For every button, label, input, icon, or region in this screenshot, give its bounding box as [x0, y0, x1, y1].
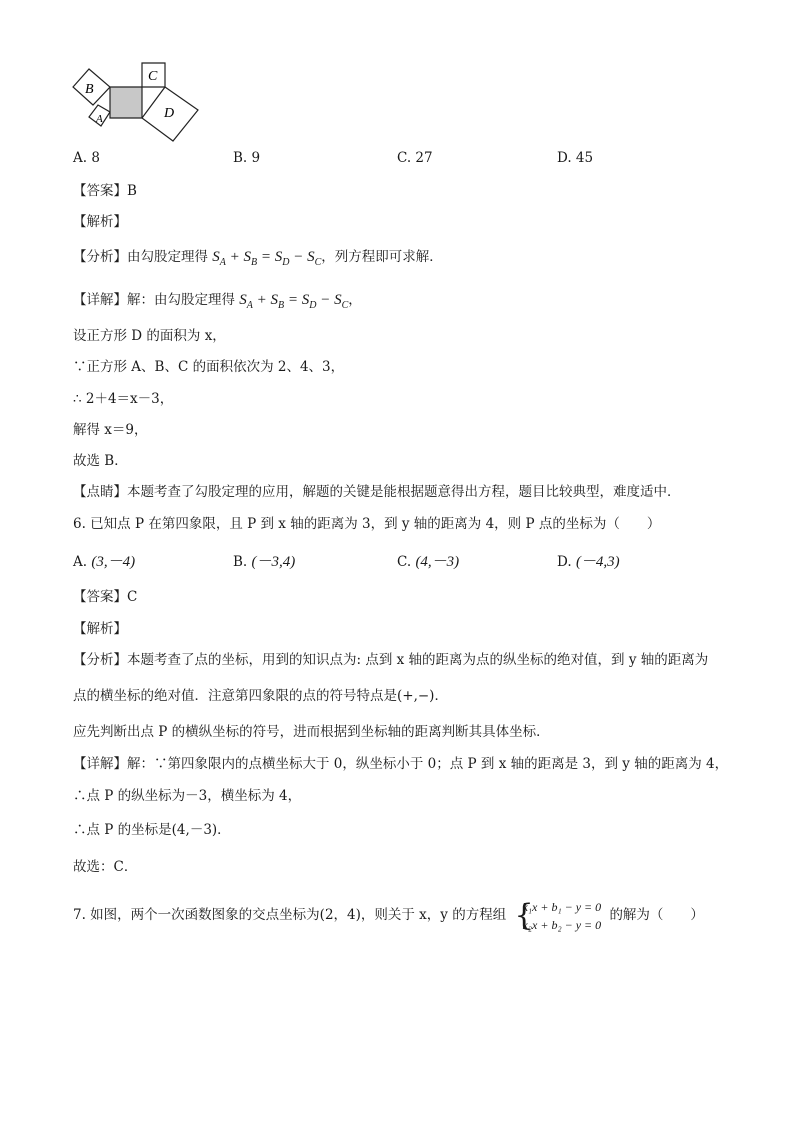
- q6-option-a: A. (3,－4): [73, 554, 136, 570]
- q6-line3: 应先判断出点 P 的横纵坐标的符号，进而根据到坐标轴的距离判断其具体坐标．: [73, 724, 550, 740]
- q6-step2: ∴点 P 的坐标是(4,－3)．: [73, 822, 231, 838]
- label-b: B: [85, 82, 94, 97]
- equation-system: [515, 898, 602, 934]
- q6-fenxi-line1: 【分析】本题考查了点的坐标，用到的知识点为: 点到 x 轴的距离为点的纵坐标的绝对值，到 y 轴的距离为: [73, 652, 709, 668]
- q7-stem: 7. 如图，两个一次函数图象的交点坐标为(2，4)，则关于 x，y 的方程组 { k₁x + b₁ − y = 0 k₂x + b₂ − y = 0 的解为（ ）: [73, 896, 704, 934]
- label-d: D: [164, 106, 175, 121]
- q5-xiangjie: 【详解】解：由勾股定理得 $S_A + S_B = S_D - S_C$，: [73, 292, 362, 311]
- q5-fenxi: 【分析】由勾股定理得 $S_A + S_B = S_D - S_C$，列方程即可求解．: [73, 249, 443, 268]
- q6-option-c: C. (4,－3): [397, 554, 460, 570]
- label-a: A: [96, 113, 103, 125]
- pythagoras-figure: [68, 58, 203, 148]
- q5-option-d: D. 45: [557, 150, 594, 166]
- formula-pythagoras: $S_A + S_B = S_D - S_C$: [212, 249, 322, 268]
- q6-answer: 【答案】C: [73, 589, 138, 605]
- q5-jiexi: 【解析】: [73, 214, 127, 230]
- q5-option-b: B. 9: [233, 150, 261, 166]
- q6-fenxi-line2: 点的横坐标的绝对值．注意第四象限的点的符号特点是(+,−)．: [73, 688, 448, 704]
- label-c: C: [148, 69, 158, 84]
- q6-option-b: B. (－3,4): [233, 554, 296, 570]
- q5-dianjing: 【点睛】本题考查了勾股定理的应用，解题的关键是能根据题意得出方程，题目比较典型，难度适中．: [73, 484, 681, 500]
- equation-2: k₂x + b₂ − y = 0: [522, 917, 602, 932]
- q6-xiangjie: 【详解】解：∵第四象限内的点横坐标大于 0，纵坐标小于 0；点 P 到 x 轴的距离是 3，到 y 轴的距离为 4，: [73, 756, 729, 772]
- formula-pythagoras-2: $S_A + S_B = S_D - S_C$: [239, 292, 349, 311]
- equation-1: k₁x + b₁ − y = 0: [522, 899, 602, 914]
- q6-step1: ∴点 P 的纵坐标为－3，横坐标为 4，: [73, 788, 302, 804]
- q5-step5: 故选 B．: [73, 453, 128, 469]
- q5-option-a: A. 8: [73, 150, 100, 166]
- q5-step2: ∵正方形 A、B、C 的面积依次为 2、4、3，: [73, 359, 345, 375]
- q5-answer: 【答案】B: [73, 183, 137, 199]
- q5-step1: 设正方形 D 的面积为 x，: [73, 328, 226, 344]
- q5-step4: 解得 x＝9，: [73, 422, 148, 438]
- square-middle: [110, 87, 142, 118]
- q6-step3: 故选：C．: [73, 859, 138, 875]
- q6-option-d: D. (－4,3): [557, 554, 620, 570]
- q5-step3: ∴ 2＋4＝x－3，: [73, 391, 174, 407]
- brace-icon: {: [514, 897, 534, 933]
- q6-stem: 6. 已知点 P 在第四象限，且 P 到 x 轴的距离为 3，到 y 轴的距离为 4，则 P 点的坐标为（ ）: [73, 516, 661, 532]
- q5-option-c: C. 27: [397, 150, 433, 166]
- q6-jiexi: 【解析】: [73, 621, 127, 637]
